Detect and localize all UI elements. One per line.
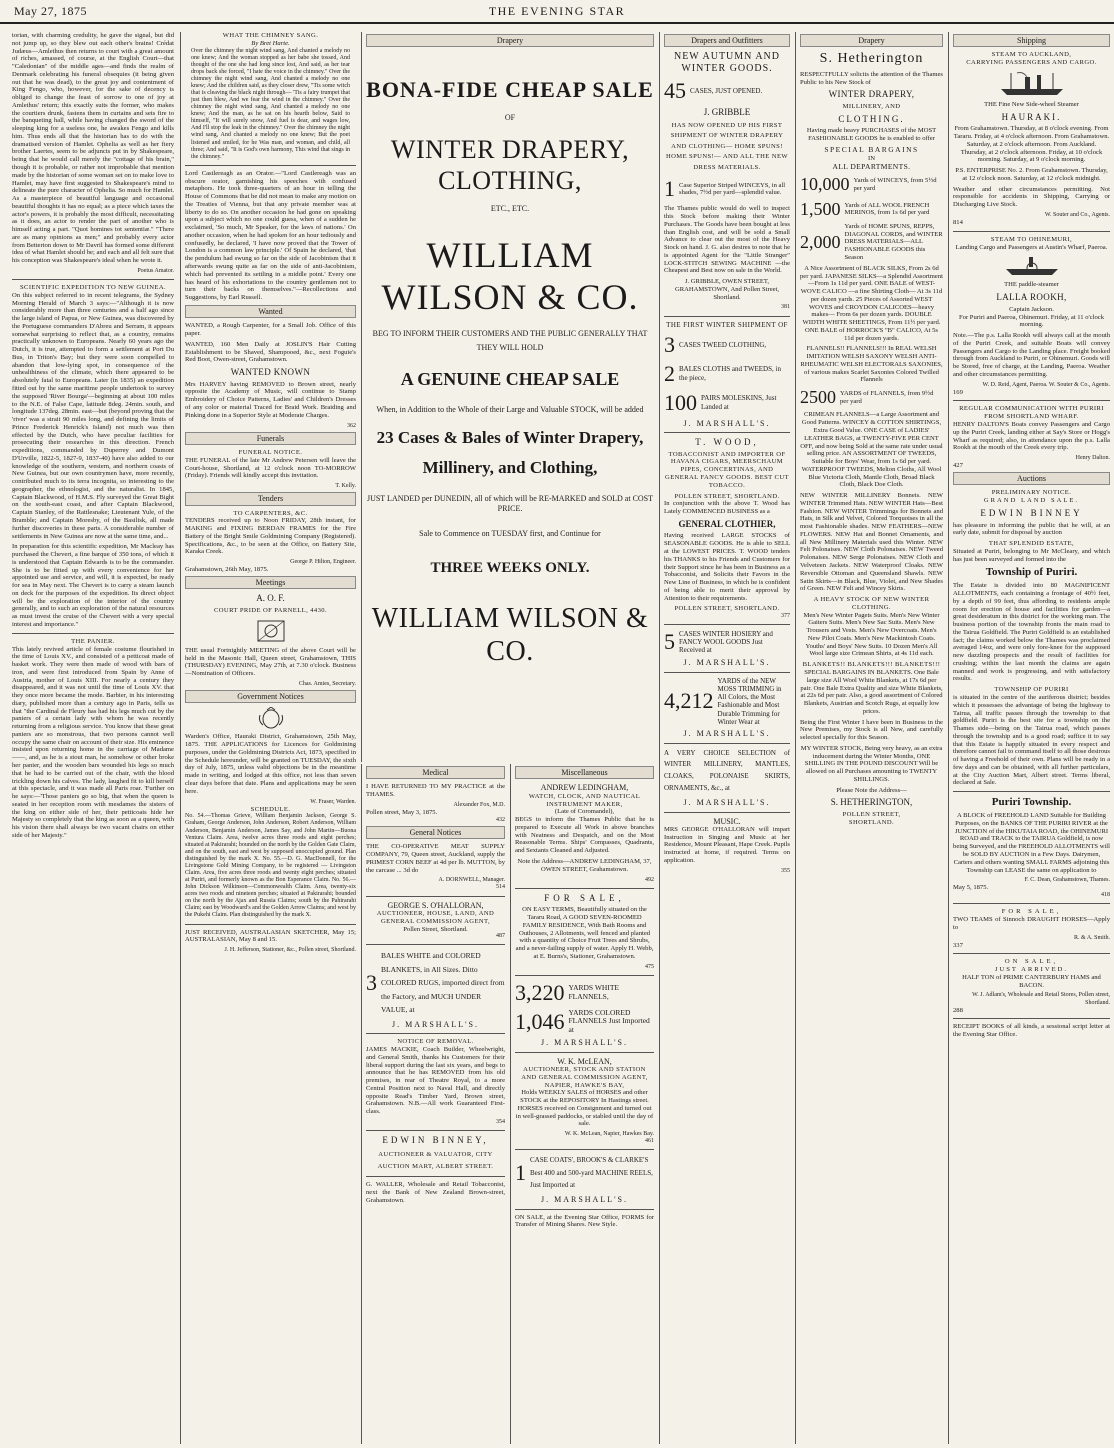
ad-title: Township of Puriri.	[985, 566, 1078, 579]
classified-ad: Mrs HARVEY having REMOVED to Brown street, nearly opposite the Academy of Music, will continue to Stamp Embroidery of Choice Patterns, Ladies' and Children's Dresses of any color or material Traced for Braid Work. Braiding and Pinking done in a Superior Style at Moderate Charges.	[185, 380, 356, 419]
divider	[366, 1176, 505, 1177]
column-5	[795, 32, 947, 1444]
quantity: 1	[664, 176, 675, 202]
quantity: 2	[664, 360, 675, 386]
ad-line: POLLEN STREET, SHORTLAND.	[674, 492, 780, 500]
ad-body: Weather and other circumstances permitting. Not responsible for accidents in Shipping, Carrying or Discharging Live Stock.	[953, 185, 1110, 209]
ad-title: STEAM TO OHINEMURI,	[990, 235, 1073, 243]
article-body: On this subject referred to in recent telegrams, the Sydney Morning Herald of March 3 says:—"Although it is now considerably more than three centuries and a half ago since the large island of Papua, or New Guinea, was discovered by the Portuguese commanders D'Abreu and Serram, it appears somewhat surprising to reflect that, as a country, remains practically unknown to Europeans. Nearly 60 years ago the Dutch, it is true, attempted to form a settlement at Port Du Bus, in Triton's Bay; but they were soon compelled to abandon that low-lying spot, in consequence of the unhealthiness of the climate, which there appeared to be absolutely fatal to Europeans. Later (in 1835) an expedition fitted out by the same maritime people undertook to survey the supposed 'River Bourga'—beginning at about 100 miles to the N.E. of False Cape, latitude 8deg. 24min. south, and longitude 137deg. 28min. east—but (beyond proving that the 'river' was a strait 90 miles long, and defining the limits of Prince Frederick Henrick's Island) not much was then effected by the Dutch, who have peculiar facilities for prosecuting their researches in this direction. French expeditions, commanded by Duperrey and Dumont D'Urville, 1822-5, 1827-9, 1837-40) have also added to our knowledge of the southern, western, and northern coasts of New Guinea, but our own countrymen have, more recently, contributed much to its terra incognita, so interesting to the geographer, the ethnologist, and the naturalist. In 1845, Captain Blackwood, of H.M.S. Fly surveyed the Great Bight on the south-east coast, and after Captain Blackwood, Captain Stanley, of the Rattlesnake; Lieutenant Yule, of the Bramble; and Captain Moresby, of the Basilisk, all made further discoveries in these parts. A considerable number of settlements in New Guinea are now at the same time, and...	[12, 291, 174, 540]
section-header-auctions: Auctions	[953, 472, 1110, 485]
section-header-drapers: Drapers and Outfitters	[664, 34, 790, 47]
ad-line: CLOTHING.	[838, 113, 905, 124]
notice-body: Note the Address—ANDREW LEDINGHAM, 37, OWEN STREET, Grahamstown.	[517, 858, 652, 873]
quantity: 1,500	[800, 198, 841, 219]
ad-number: 381	[781, 304, 790, 311]
ad-body: MY WINTER STOCK, Being very heavy, as an extra inducement during the Winter Months, ONE SHILLING IN THE POUND DISCOUNT Will be allowed on all Purchases amounting to TWENTY SHILLINGS.	[800, 744, 943, 783]
ad-title: EDWIN BINNEY,	[382, 1135, 489, 1146]
section-header-miscellaneous: Miscellaneous	[515, 766, 654, 779]
ad-title: NEW AUTUMN AND WINTER GOODS.	[673, 51, 781, 75]
ad-body: A VERY CHOICE SELECTION of WINTER MILLINERY, MANTLES, CLOAKS, POLONAISE SKIRTS, ORNAMENTS, &c., at	[664, 748, 790, 793]
gribble-cases	[664, 78, 790, 104]
ad-title: WANTED KNOWN	[230, 367, 311, 378]
quantity: 3,220	[515, 979, 565, 1005]
price-item	[800, 223, 943, 262]
ad-body: HENRY DALTON'S Boats convey Passengers and Cargo up the Puriri Creek, landing either at Say's Store or Hogg's Wharf as required; also, in attendance upon the p.s. Lalla Rookh at the mouth of the Creek every trip.	[953, 421, 1110, 452]
notice-signature: W. Fraser, Warden.	[310, 798, 356, 805]
ad-line: BALES CLOTHS and TWEEDS, in the piece,	[679, 365, 781, 382]
divider	[664, 624, 790, 625]
ad-title: MUSIC.	[713, 816, 741, 826]
ad-number: 514	[496, 884, 505, 891]
ad-body: HALF TON of PRIME CANTERBURY HAMS and BACON.	[962, 973, 1101, 989]
wilson-line: BEG TO INFORM THEIR CUSTOMERS AND THE PUBLIC GENERALLY THAT THEY WILL HOLD	[372, 328, 648, 352]
ad-line: Captain Jackson.	[1009, 305, 1054, 313]
price-item	[800, 387, 943, 408]
ad-title: Puriri Township.	[991, 796, 1072, 809]
quantity: 4,212	[664, 688, 714, 714]
article-body: Lord Castlereagh as an Orator.—"Lord Castlereagh was an obscure orator, garnishing his speeches with confused metaphors. He took three-quarters of an hour in telling the House of Commons that he did not mean to make any motion on the Treaties of Vienna, but that any private member was at liberty to do so. On another occasion he had gone on speaking upon a subject which no one could guess, when of a sudden he exclaimed, 'So much, Mr Speaker, for the laws of nations.' On another occasion, when he had spoken for an hour tediously and confusedly, he declared, 'I have now proved that the Tower of London is a common law principle.' Of Spain he declared, 'that the pendulum had swung so far on the side of Jacobinism that it afterwards swung quite as far on the side of anti-Jacobinism, which had prevented its settling in a middle point.' Every one has heard of his exhortations to the country gentlemen not to turn their backs on themselves."—Recollections and Suggestions, by Earl Russell.	[185, 169, 356, 302]
ad-body: NEW WINTER MILLINERY Bonnets. NEW WINTER Trimmed Hats. NEW WINTER Hats—Best Fashion. NEW WINTER Trimmings for Bonnets and Hats, in Silk and Velvet, Colored Torquoises in all the most Fashionable shades. NEW FEATHERS—NEW FLOWERS. NEW Hat and Bonnet Ornaments, and all New Millinery Materials used this Winter. NEW Felt Polonaises. NEW Cloth Polonaises. NEW Tweed Polonaises. NEW Serge Polonaises. NEW Cloth and Velveteen Jackets. NEW Waterproof Cloaks. NEW Reversible Ottoman and Queensland Shawls. NEW Satin Skirts—in Black, Blue, Violet, and New Shades of Green. NEW Felt and Wincey Skirts.	[800, 492, 943, 593]
quantity: 2500	[800, 387, 836, 408]
ship-name: HAURAKI.	[1001, 111, 1062, 122]
ad-title: FOR SALE,	[544, 892, 625, 903]
lodge-emblem-icon	[254, 619, 288, 643]
divider	[185, 924, 356, 925]
ad-body: Situated at Puriri, belonging to Mr McCleary, and which has just been surveyed and formed into the	[953, 547, 1110, 563]
ad-line: WINTER DRAPERY,	[828, 89, 915, 100]
price-item	[800, 199, 943, 220]
notice-date: Pollen street, May 3, 1875.	[366, 809, 438, 817]
section-header-government: Government Notices	[185, 690, 356, 703]
notice-signature: Alexander Fox, M.D.	[453, 801, 505, 808]
ad-line: YARDS COLORED FLANNELS Just Imported at	[568, 1007, 650, 1035]
gribble-winceys	[664, 176, 790, 202]
section-header-medical: Medical	[366, 766, 505, 779]
divider	[12, 279, 174, 280]
ad-number: 169	[953, 388, 963, 396]
divider	[664, 316, 790, 317]
ship-item	[664, 390, 790, 416]
ad-title: BLANKETS!! BLANKETS!!! BLANKETS!!!	[802, 661, 941, 669]
notice-title: TO CARPENTERS, &C.	[233, 509, 308, 517]
wilson-line: When, in Addition to the Whole of their Large and Valuable STOCK, will be added	[376, 404, 644, 414]
schedule-title: SCHEDULE.	[250, 805, 291, 813]
masthead	[0, 0, 1114, 24]
divider	[664, 743, 790, 744]
ad-body: Being the First Winter I have been in Business in the New Premises, my Stock is all New, and carefully selected specially for this Season.	[800, 718, 943, 742]
notice-body: THE usual Fortnightly MEETING of the above Court will be held in the Masonic Hall, Queen street, Grahamstown, THIS (THURSDAY) EVENING, May 27th, at 7.30 o'clock. Business—Nomination of Officers.	[185, 646, 356, 678]
notice-title: A. O. F.	[256, 593, 285, 604]
quantity: 1,046	[515, 1008, 565, 1034]
quantity: 2,000	[800, 231, 841, 252]
article-body: This lately revived article of female costume flourished in the time of Louis XV., and consisted of a petticoat made of basket work. They were then made of wood with bars of iron, and were first introduced from Spain by Anne of Austria, mother of Louis XIII. For nearly a century they disappeared, and it was not until the time of Louis XV. that they once more became the mode. Barbier, in his interesting diary, published more than a century ago in Paris, tells us that "the Cardinal de Fleury has had his legs much cut by the paniers of a certain lady with whom he was recently returning from a religious service. You know that these great paniers are so monstrous, that two persons cannot well occupy the same chair on account of their size. His eminence insisted upon returning home in the carriage of Madame——, and, as he is a stout man, he somehow or other broke her panier, and the wooden bars wounded his legs so much that he had to be carried out of the chair, with the blood trickling down his calves. The lady, laughed fit to kill herself at this spectacle, and it was made all Paris roar. 'Further on he says:—'Those paniers go so big, that when the queen is seated in her reception room with mesdames the sisters of the king on either side of her, their petticoats hide her Majesty so completely that the king as soon as a queen, with his vision there shall always be two vacant chairs on either side of her Majesty."	[12, 645, 174, 839]
quantity: 5	[664, 629, 675, 655]
ad-line: CASES, JUST OPENED.	[690, 86, 763, 95]
ad-title: T. WOOD,	[695, 437, 759, 448]
hosiery-ad	[664, 629, 790, 655]
moss-ad	[664, 677, 790, 727]
ad-body: Having made heavy PURCHASES of the MOST FASHIONABLE GOODS he is enabled to offer	[806, 127, 937, 143]
section-header-meetings: Meetings	[185, 576, 356, 589]
divider	[953, 903, 1110, 904]
ad-title: GRAND LAND SALE.	[983, 497, 1080, 505]
ad-title: THE FIRST WINTER SHIPMENT OF	[666, 320, 788, 329]
notice-date: Grahamstown, 26th May, 1875.	[185, 566, 269, 574]
column-1	[8, 32, 178, 1444]
notice-signature: George P. Hilton, Engineer.	[290, 559, 356, 566]
section-header-drapery: Drapery	[800, 34, 943, 47]
ad-number: 475	[645, 963, 654, 970]
marshall-name: J. MARSHALL'S.	[683, 798, 771, 808]
divider	[953, 1018, 1110, 1019]
notice-body: THE CO-OPERATIVE MEAT SUPPLY COMPANY, 79, Queen street, Auckland, supply the PRIMEST CORN BEEF at 4d per lb. MUTTON, by the carcase ... 3d do	[366, 843, 505, 874]
ad-line: (Late of Coromandel),	[554, 808, 615, 816]
ad-body: A Nice Assortment of BLACK SILKS, From 2s 6d per yard. JAPANESE SILKS—a Splendid Assortment—From 1s 11d per yard. ONE BALE of WEST-WOVE CALICO —a fine Shirting Cloth— At 3s 11d per dozen yards. 25 Pieces of Assorted WEST WOVES and CROYDON CALICOES—heavy makes— From 6s per dozen yards. DOUBLE WIDTH WHITE SHEETINGS, From 11½ per yard. ONE BALE of HORROCK'S "B" CALICO, At 5s 11d per dozen yards.	[800, 264, 943, 342]
notice-subtitle: COURT PRIDE OF PARNELL, 4430.	[213, 607, 328, 615]
ad-body: TWO TEAMS of Sinnoch DRAUGHT HORSES—Apply to	[953, 915, 1110, 931]
ad-body: SPECIAL BARGAINS IN BLANKETS. One Bale large size All Wool White Blankets, at 17s 6d per pair. One Bale Extra Quality and size White Blankets, at 22s 6d per pair. Also, a good assortment of Colored Blankets, Austrian and Scotch Rugs, at equally low prices.	[800, 668, 943, 715]
ad-line: CASES TWEED CLOTHING,	[679, 340, 767, 349]
ad-number: 418	[1101, 892, 1110, 899]
ad-title: ON SALE,	[1004, 958, 1059, 966]
wilson-line: A GENUINE CHEAP SALE	[400, 369, 620, 390]
ad-number: 814	[953, 219, 963, 227]
ad-line: Case Superior Striped WINCEYS, in all shades, 7½d per yard—splendid value.	[679, 181, 786, 197]
timetable: For Puriri and Paeroa, Ohinemuri. Friday, at 11 o'clock morning.	[959, 313, 1104, 329]
paddle-steamer-icon	[1002, 255, 1062, 277]
ad-line: YARDS of FLANNELS, from 9½d per yard	[840, 390, 934, 405]
ad-line: ALL DEPARTMENTS.	[832, 161, 911, 171]
article-signature: Poetus Amator.	[137, 267, 174, 274]
ad-line: HAS NOW OPENED UP HIS FIRST SHIPMENT OF WINTER DRAPERY AND CLOTHING— HOME SPUNS! HOME SPUNS!— AND ALL THE NEW DRESS MATERIALS.	[665, 121, 788, 171]
ad-title: TOWNSHIP OF PURIRI	[994, 686, 1069, 694]
wilson-line: THREE WEEKS ONLY.	[430, 560, 590, 577]
divider	[953, 791, 1110, 792]
wilson-line: OF	[504, 113, 516, 123]
column-3b	[510, 764, 658, 1444]
ad-line: POLLEN STREET,	[842, 811, 901, 819]
ad-title: A HEAVY STOCK OF NEW WINTER CLOTHING.	[813, 596, 930, 611]
ad-line: THAT SPLENDID ESTATE,	[988, 540, 1075, 548]
divider	[515, 975, 654, 976]
notice-body: ON EASY TERMS, Beautifully situated on the Tararu Road, A GOOD SEVEN-ROOMED FAMILY RESIDENCE, With Bath Rooms and Outhouses, 2 Allotments, well fenced and planted with a quantity of Choice Fruit Trees and Shrubs, and a never-failing supply of water. Apply H. Webb, at E. Burns's, Stationer, Grahamstown.	[515, 906, 654, 960]
divider	[515, 1052, 654, 1053]
ad-line: BALES WHITE and COLORED BLANKETS, in All Sizes. Ditto COLORED RUGS, imported direct from the Factory, and MUCH UNDER VALUE, at	[381, 951, 505, 1015]
ad-line: Pollen Street, Shortland.	[403, 925, 468, 933]
article-body: In preparation for this scientific expedition, Mr Macleay has purchased the Chevert, a fine barque of 350 tons, of which it is understood that Captain Edwards is to be the commander. She is to be fitted up with every convenience for her appointed use and service, and will, it is expected, be ready for sea in May next. The Chevert is to carry a steam launch on deck for the purposes of the expedition. Its direct object will be the exploration of the interior of the country generally, and to such an exploration of the natural resources as must invest the cruise of the Chevert with a very special interest and importance."	[12, 543, 174, 628]
wilson-company-name: WILLIAM WILSON & CO.	[381, 234, 639, 318]
flannels-ad	[515, 980, 654, 1006]
royal-crest-icon	[256, 707, 286, 729]
ad-number: 362	[347, 422, 356, 429]
ad-body: has pleasure in informing the public that he will, at an early date, submit for disposal by auction	[953, 521, 1110, 537]
hetherington-title: S. Hetherington	[819, 51, 924, 67]
ad-title: GENERAL CLOTHIER,	[678, 518, 776, 529]
timetable: P.S. ENTERPRISE No. 2. From Grahamstown. Thursday, at 12 o'clock noon. Saturday, at 12 o'clock midnight.	[955, 167, 1108, 182]
poem-author: By Bret Harte.	[251, 39, 290, 47]
classified-ad: WANTED, a Rough Carpenter, for a Small Job. Office of this paper.	[185, 322, 356, 337]
divider	[12, 633, 174, 634]
wilson-line: Sale to Commence on TUESDAY first, and Continue for	[419, 528, 601, 538]
column-4	[659, 32, 794, 1444]
ad-title: S. HETHERINGTON,	[830, 797, 913, 808]
ad-line: MILLINERY, AND	[842, 103, 901, 111]
ad-signature: J. H. Jefferson, Stationer, &c., Pollen street, Shortland.	[224, 947, 356, 954]
article-title: THE PANIER.	[71, 637, 115, 645]
classified-ad: JUST RECEIVED, AUSTRALASIAN SKETCHER, May 15; AUSTRALASIAN, May 8 and 15.	[185, 928, 356, 944]
ad-body: FLANNELS!! FLANNELS!!! In REAL WELSH IMITATION WELSH SAXONY WELSH ANTI-RHEUMATIC WELSH ELECTORALS SAXONIES, of various makes Scarlet Saxonies Colored Twilled Flannels	[800, 345, 943, 384]
wilson-line: Millinery, and Clothing,	[422, 458, 598, 478]
divider	[185, 165, 356, 166]
coats-ad	[515, 1154, 654, 1192]
wilson-line: ETC., ETC.	[490, 204, 530, 214]
divider	[515, 1149, 654, 1150]
ad-number: 355	[781, 867, 790, 874]
section-header-tenders: Tenders	[185, 492, 356, 505]
ship-item	[664, 332, 790, 358]
poem-title: WHAT THE CHIMNEY SANG.	[222, 32, 319, 39]
ad-body: In conjunction with the above T. Wood has Lately COMMENCED BUSINESS as a	[664, 500, 790, 516]
divider	[515, 1209, 654, 1210]
marshall-name: J. MARSHALL'S.	[540, 1195, 628, 1205]
notice-body: G. WALLER, Wholesale and Retail Tobacconist, next the Bank of New Zealand Brown-street, Grahamstown.	[366, 1181, 505, 1204]
ad-line: Please Note the Address—	[836, 786, 907, 794]
ad-line: Landing Cargo and Passengers at Austin's Wharf, Paeroa.	[955, 243, 1108, 251]
column-3-drapery	[361, 32, 658, 762]
ad-line: THE paddle-steamer	[1004, 281, 1059, 289]
wilson-headline: BONA-FIDE CHEAP SALE	[366, 77, 654, 103]
ad-signature: W. J. Adlam's, Wholesale and Retail Stores, Pollen street, Shortland.	[972, 992, 1110, 1006]
notice-signature: T. Kelly.	[335, 483, 356, 490]
ad-number: 432	[496, 816, 505, 823]
ad-number: 492	[645, 876, 654, 883]
ad-line: AUCTIONEER & VALUATOR, CITY AUCTION MART, ALBERT STREET.	[377, 1150, 494, 1170]
divider	[664, 672, 790, 673]
ad-number: 461	[645, 1138, 654, 1145]
notice-signature: W. K. McLean, Napier, Hawkes Bay.	[564, 1131, 654, 1138]
ad-line: Yards of WINCEYS, from 5½d per yard	[853, 177, 937, 193]
divider	[366, 1130, 505, 1131]
notice-title: FUNERAL NOTICE.	[238, 449, 303, 457]
ad-body: is situated in the centre of the auriferous district; besides which it possesses the advantage of being the highway to Tairua, all traffic passes through the township to that goldfield. Puriri is the best site for a township on the Thames side—being on the Tairua road, which passes through the township and is a good road; suffice it to say that this Estate is happily situated in every respect and therefore cannot fail to command itself to all those desirous of having a Freehold of their own. Plans will be ready in a few days and can be obtained, with all further particulars, at the City Auction Mart, Albert street. Terms liberal, declared at Sale.	[953, 694, 1110, 787]
ad-address: J. GRIBBLE, OWEN STREET, GRAHAMSTOWN, And Pollen Street, Shortland.	[674, 278, 780, 301]
notice-signature: A. DORNWELL, Manager.	[438, 877, 505, 884]
column-3a	[361, 764, 509, 1444]
ad-body: Note.—The p.s. Lalla Rookh will always call at the mouth of the Puriri Creek, and suitable Boats will convey Passengers and Cargo to the Landing place. Freight booked through from Auckland to Puriri, or Ohinemuri. Goods will be Stored, free of charge, at the Landing, Paeroa. Weather and other circumstances permitting.	[953, 332, 1110, 378]
price-item	[800, 174, 943, 195]
column-2	[180, 32, 360, 1444]
ad-address: POLLEN STREET, SHORTLAND.	[674, 605, 780, 613]
timetable: From Grahamstown. Thursday, at 8 o'clock evening. From Tararu. Friday, at 4 o'clock afternoon. From Grahamstown. Saturday, at 2 o'clock afternoon. From Auckland. Thursday, at 2 o'clock afternoon. Friday, at 10 o'clock morning. Saturday, at 9 o'clock morning.	[953, 125, 1110, 164]
ad-line: CASE COATS', BROOK'S & CLARKE'S Best 400 and 500-yard MACHINE REELS, Just Imported at	[530, 1156, 653, 1190]
ad-number: 377	[781, 613, 790, 620]
poem-body: Over the chimney the night wind sang, And chanted a melody no one knew; And the woman stopped as her babe she tossed, And thought of the one she had long since lost, And said, as her tear drops back she forced, "I hate the voice in the chimney." Over the chimney the night wind sang, And chanted a melody no one knew; And the children said, as they closer drew, "Tis some witch that is cleaving the black night through— 'Tis a fairy trumpet that just then blew, And we fear the wind in the chimney." Over the chimney the night wind sang, And chanted a melody no one knew; And the man, as he sat on his hearth below, Said to himself, "It will surely snow, And fuel is dear, and wages low, And I'll stop the leak in the chimney." Over the chimney the night wind sang, And chanted a melody no one knew; But the poet listened and smiled, for he Was man, and woman, and child, all three; And said, "It is God's own harmony, This wind that sings in the chimney."	[191, 47, 350, 160]
notice-body: THE FUNERAL of the late Mr Andrew Petersen will leave the Court-house, Shortland, at 12 o'clock noon TO-MORROW (Friday). Friends will kindly accept this invitation.	[185, 456, 356, 480]
issue-date: May 27, 1875	[14, 4, 87, 18]
section-header-wanted: Wanted	[185, 305, 356, 318]
ship-item	[664, 361, 790, 387]
section-header-shipping: Shipping	[953, 34, 1110, 47]
marshall-name: J. MARSHALL'S.	[540, 1038, 628, 1048]
wilson-line: JUST LANDED per DUNEDIN, all of which will be RE-MARKED and SOLD at COST PRICE.	[366, 494, 654, 513]
ad-title: FOR SALE,	[1001, 908, 1062, 916]
paper-title: THE EVENING STAR	[488, 4, 626, 18]
marshall-name: J. MARSHALL'S.	[683, 729, 771, 739]
ad-line: CARRYING PASSENGERS AND CARGO.	[966, 59, 1097, 67]
column-6	[948, 32, 1114, 1444]
ad-body: The Estate is divided into 80 MAGNIFICENT ALLOTMENTS, each containing a frontage of 40½ feet, by a depth of 99 feet, thus affording to residents ample room for erection of house and facilities for garden—a great desideratum in this district for the working man. The business portion of the township fronts the main road to the Tairua Goldfield. The Puriri Goldfield is an established fact; the claims worked below the Thames was proclaimed averaged 14oz, and were only fore-knee for the supposed new dazzling prospects and the result of facilities for crushing; within the last month the claims are again manned and work is progressing, and with satisfactory results.	[953, 582, 1110, 683]
divider	[664, 812, 790, 813]
divider	[366, 1033, 505, 1034]
notice-signature: Chas. Amies, Secretary.	[298, 680, 356, 687]
ad-body: Men's New Winter Pagets Suits. Men's New Winter Gaiters Suits. Men's New Sac Suits. Men's New Trousers and Vests. Men's New Overcoats. Men's New Pilot Coats. Men's New Mackintosh Coats. Youths' and Boys' New Suits. 10 Dozen Men's All Wool large size Crimean Shirts, at 4s 11d each.	[803, 611, 940, 658]
section-header-general: General Notices	[366, 826, 505, 839]
ad-line: Yards of ALL WOOL FRENCH MERINOS, from 1s 6d per yard	[844, 201, 930, 217]
ad-number: 487	[496, 933, 505, 940]
ad-body: RECEIPT BOOKS of all kinds, a sessional script letter at the Evening Star Office.	[953, 1023, 1110, 1039]
ad-signature: Henry Dalton.	[1075, 455, 1110, 462]
ad-body: RESPECTFULLY solicits the attention of the Thames Public to his New Stock of	[800, 70, 943, 86]
ad-line: Yards of HOME SPUNS, REPPS, DIAGONAL CORDS, and WINTER DRESS MATERIALS—ALL FASHIONABLE GOODS this Season	[844, 222, 943, 261]
ad-title: ANDREW LEDINGHAM,	[540, 783, 629, 793]
article-title: SCIENTIFIC EXPEDITION TO NEW GUINEA.	[19, 284, 167, 292]
quantity: 1	[515, 1160, 526, 1186]
ad-title: W. K. McLEAN,	[557, 1056, 612, 1066]
notice-body: Holds WEEKLY SALES of HORSES and other STOCK at the REPOSITORY In Hastings street. HORSES received on Consignment and turned out in well-grassed paddocks, or stabled until the day of sale.	[515, 1089, 654, 1128]
wilson-line: WINTER DRAPERY, CLOTHING,	[390, 134, 630, 195]
ad-line: IN	[868, 154, 875, 162]
ad-line: AUCTIONEER, HOUSE, LAND, AND GENERAL COMMISSION AGENT,	[376, 909, 495, 925]
flannels-ad	[515, 1009, 654, 1036]
notice-title: NOTICE OF REMOVAL.	[397, 1038, 474, 1046]
ad-body: The Thames public would do well to inspect this Stock before making their Winter Purchases. The Goods have been bought at less than English cost, and will be sold a Small Advance to clear out the most of the Heavy Stock on hand. J. G. also desires to note that he is appointed Agent for the "Little Stranger" LOCK-STITCH SEWING MACHINE —the Cheapest and Best now on sale in the World.	[664, 205, 790, 275]
notice-body: I HAVE RETURNED TO MY PRACTICE at the THAMES.	[366, 783, 505, 799]
ad-title: EDWIN BINNEY	[980, 507, 1083, 518]
ad-signature: W. Souter and Co., Agents.	[1044, 212, 1110, 218]
ad-signature: R. & A. Smith.	[1073, 934, 1110, 941]
ad-line: YARDS of the NEW MOSS TRIMMING in All Colors, the Most Fashionable and Most Durable Trimming for Winter Wear at	[717, 676, 782, 726]
ad-number: 288	[953, 1006, 963, 1014]
ad-title: JUST ARRIVED.	[994, 966, 1069, 974]
ad-line: THE Fine New Side-wheel Steamer	[984, 100, 1079, 108]
notice-body: ON SALE, at the Evening Star Office, FORMS for Transfer of Mining Shares. New Style.	[515, 1213, 654, 1229]
ad-number: 427	[953, 462, 963, 470]
bales-ad	[366, 949, 505, 1017]
ad-number: 337	[953, 941, 963, 949]
wilson-line: 23 Cases & Bales of Winter Drapery,	[376, 428, 644, 447]
ad-body: CRIMEAN FLANNELS—a Large Assortment and Good Patterns. WINCEY & COTTON SHIRTINGS, Extra Good Value. ONE CASE of LADIES' LEATHER BAGS, at TWENTY-FIVE PER CENT OFF, and now being Sold at the same rate under usual selling price. AN ASSORTMENT OF TWEEDS, Suitable for Boys' Wear, from 1s 6d per yard. WATERPROOF TWEEDS, Melton Cloths, All Wool Blue Victoria Cloth, Mantle Cloth, Broad Black Cloth, Black Doe Cloth.	[800, 411, 943, 489]
hamlet-article-end: torian, with charming credulity, he gave the signal, but did not jump up, so they blew out each other's brains! Crédat Judæus—Amlethus then returns to court with a great amount of riches, amassed, of course, at the English Court—that "Caledonian" of the middle ages—and finds the realm of Denmark celebrating his funeral obsequies (it being given out that he was dead), to the great joy and contentment of King Fengo, who, however, for the sake of decency is obliged to change the feast of sorrow to one of joy at Amlethus' return; this exactly suits the former, who makes the courtiers drunk, fastens them in curtains and sets fire to the banqueting hall, while having changed the sword of the sleeping king for a useless one, he awakes Fengo and kills him. Thus ends all that the historian has to do with the dramatised version of Hamlet. Ophelia as well as her fiery brother Laertes, seem to be adjuncts put in by Shakespeare, being that he would call merely the "cottage of his brain," though it is probable, or rather not improbable that mention made by the historian of some woman set on to make love to Hamlet, may have first suggested to Shakespeare's mind to delineate the pure character of Ophelia. So much for Hamlet. As a masterpiece of beautiful language and occasional beautiful thoughts it has no equal; as a piece which taxes the actor's powers, it is probably the most difficult, necessitating as it does, an actor to render the part of another who is himself acting a part. "Quot homines tot sententiæ." "There are as many opinions as men;" and probably every actor from Betterton down to Mr Davril has formed some different idea of what Hamlet should be; and each and all felt sure that his conception was Shakespeare's ideal when he wrote it.	[12, 32, 174, 265]
marshall-name: J. MARSHALL'S.	[683, 418, 771, 428]
wilson-company-name: WILLIAM WILSON & CO.	[371, 603, 649, 668]
ad-title: STEAM TO AUCKLAND,	[991, 51, 1072, 59]
divider	[953, 231, 1110, 232]
ad-title: REGULAR COMMUNICATION WITH PURIRI FROM SHORTLAND WHARF.	[959, 405, 1104, 421]
ad-line: AUCTIONEER, STOCK AND STATION AND GENERAL COMMISSION AGENT, NAPIER, HAWKE'S BAY,	[521, 1066, 648, 1089]
ad-line: PRELIMINARY NOTICE.	[991, 489, 1072, 497]
quantity: 3	[664, 331, 675, 357]
classified-ad: WANTED, 160 Men Daily at JOSLIN'S Hair Cutting Establishment to be Shaved, Shampooed, &c., next Foguie's Red Boot, Owen-street, Grahamstown.	[185, 340, 356, 364]
ad-line: WATCH, CLOCK, AND NAUTICAL INSTRUMENT MAKER,	[528, 792, 641, 808]
quantity: 10,000	[800, 174, 850, 195]
divider	[515, 888, 654, 889]
ad-number: 354	[496, 1118, 505, 1125]
marshall-name: J. MARSHALL'S.	[683, 658, 771, 668]
quantity: 100	[664, 389, 697, 415]
notice-body: TENDERS received up to Noon FRIDAY, 28th instant, for MAKING and FIXING BERDAN FRAMES for the Fire Battery of the Bright Smile Goldmining Company (Registered). Specifications, &c., to be seen at the Office, on Battery Site, Karaka Creek.	[185, 517, 356, 556]
section-header-funerals: Funerals	[185, 432, 356, 445]
ad-title: GEORGE S. O'HALLORAN,	[387, 900, 484, 910]
ad-line: SPECIAL BARGAINS	[824, 145, 919, 154]
divider	[953, 400, 1110, 401]
quantity: 3	[366, 970, 377, 996]
schedule-body: No. 54.—Thomas Grieve, William Benjamin Jackson, George S. Graham, George Anderson, John Anderson, Robert Anderson, William Anderson, Benjamin Anderson, James Say, and John Martin—Buona Ventura Claim. Area, twelve acres three roods and eight perches; situated at Pakirarahi; bounded on the north by the Golden Gate Claim, and on the south, east and west by supposed unoccupied ground. Plan distinguished by the mark X. No. 55.—D. G. MacDonnell, for the Livingstone Gold Mining Company, to be registered — Livingston Claim. Area, five acres three roods and twenty eight perches; situated at Puriri, and formerly known as the Bon Esperance Claim. No. 56.—John Dickson Wilkinson—Commonwealth Claim. Area, twenty-six acres two roods and nineteen perches; situated at Pakirarahi; bounded on the north by the Ajax and Russia Claims; south by the Pahirarahi Claim; east by Woodward's and the Golden Arrow Claims; and west by the Pukehi Claim. Plan distinguished by the mark X.	[185, 813, 356, 919]
ad-body: Having received LARGE STOCKS of SEASONABLE GOODS. He is able to SELL at the LOWEST PRICES. T. WOOD tenders his THANKS to his Friends and Customers for their Support since he has been in Business as a Tobacconist, and Solicits their Favors in the New Line of Business, in which he is confident of being able to merit their approval by Attention to their requirements.	[664, 532, 790, 602]
section-header-drapery: Drapery	[366, 34, 654, 47]
divider	[366, 944, 505, 945]
divider	[366, 896, 505, 897]
ad-line: CASES WINTER HOSIERY and FANCY WOOL GOODS Just Received at	[679, 629, 773, 655]
ad-line: YARDS WHITE FLANNELS,	[568, 982, 619, 1001]
ad-line: PAIRS MOLESKINS, Just Landed at	[701, 394, 777, 411]
ship-name: LALLA ROOKH,	[996, 292, 1067, 303]
quantity: 45	[664, 78, 686, 104]
ad-title: J. GRIBBLE	[703, 106, 751, 117]
notice-body: BEGS to inform the Thames Public that he is prepared to Execute all Work in above branches with Neatness and Despatch, and on the Most Reasonable Terms. Ships' Compasses, Quadrants, and Sextants Cleaned and Adjusted.	[515, 816, 654, 855]
notice-body: JAMES MACKIE, Coach Builder, Wheelwright, and General Smith, thanks his Customers for their liberal support during the last six years, and begs to announce that he has REMOVED from his old premises, in rear of Theatre Royal, to a more Central Position next to Naval Hall, and directly opposite Read's Timber Yard, Brown street, Grahamstown. N.B.—All work Guaranteed First-class.	[366, 1046, 505, 1116]
ad-body: MRS GEORGE O'HALLORAN will impart Instruction in Singing and Music at her Residence, Mount Pleasant, Hape Creek. Pupils instructed at home, if required. Terms on application.	[664, 825, 790, 864]
ad-body: A BLOCK of FREEHOLD LAND Suitable for Building Purposes, on the BANKS OF THE PURIRI RIVER at the JUNCTION of the HIKUTAIA ROAD, the OHINEMURI ROAD and TRACK to the TAIRUA Goldfield, is now being Surveyed, and the FREEHOLD ALLOTMENTS will be SOLD BY AUCTION in a Few Days. Dairymen, Carters and others wanting SMALL FARMS adjoining this Township can LEASE the same on application to	[953, 812, 1110, 874]
steamship-icon	[997, 71, 1067, 97]
divider	[953, 953, 1110, 954]
marshall-name: J. MARSHALL'S.	[391, 1019, 479, 1029]
notice-date: May 5, 1875.	[953, 884, 989, 892]
divider	[664, 432, 790, 433]
ad-line: TOBACCONIST AND IMPORTER OF HAVANA CIGARS, MEERSCHAUM PIPES, CONCERTINAS, AND GENERAL FANCY GOODS. BEST CUT TOBACCO.	[665, 450, 789, 489]
ad-signature: F. C. Dean, Grahamstown, Thames.	[1024, 877, 1110, 884]
ad-line: SHORTLAND.	[848, 818, 895, 826]
notice-body: Warden's Office, Hauraki District, Grahamstown, 25th May, 1875. THE APPLICATIONS for Licences for Goldmining purposes, under the Goldmining Districts Act, 1873, specified in the Schedule hereunder, will be granted on TUESDAY, the sixth day of July, 1875, unless valid objections be in the meantime made in writing, and lodged at this office, not less than seven clear days before that date. Plans and applications may be seen here.	[185, 733, 356, 795]
ad-signature: W. D. Reid, Agent, Paeroa. W. Souter & Co., Agents.	[982, 381, 1110, 388]
